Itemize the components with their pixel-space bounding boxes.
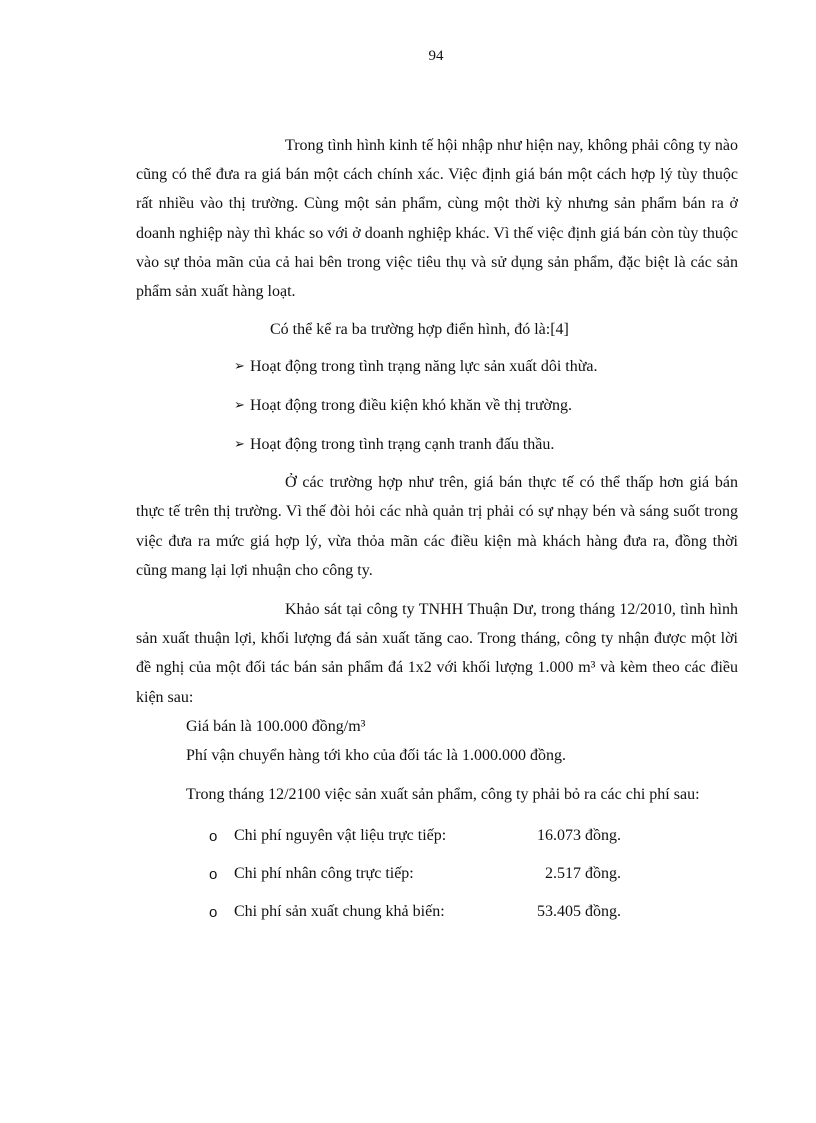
cost-item (136, 899, 738, 937)
arrow-bullet-icon: ➢ (234, 436, 245, 452)
paragraph-price: Giá bán là 100.000 đồng/m³ (186, 717, 366, 735)
arrow-bullet-icon: ➢ (234, 358, 245, 374)
paragraph-cases-lead: Có thể kể ra ba trường hợp điển hình, đó là:[4] (270, 321, 569, 339)
paragraph-survey: Khảo sát tại công ty TNHH Thuận Dư, trong tháng 12/2010, tình hình sản xuất thuận lợi, khối lượng đá sản xuất tăng cao. Trong tháng, công ty nhận được một lời đề nghị của một đối tác bán sản phẩm đá 1x2 với khối lượng 1.000 m³ và kèm theo các điều kiện sau: (136, 601, 738, 706)
paragraph-costs-lead: Trong tháng 12/2100 việc sản xuất sản phẩm, công ty phải bỏ ra các chi phí sau: (186, 785, 700, 803)
document-body (136, 131, 738, 937)
list-item (136, 351, 738, 381)
circle-bullet-icon: o (209, 904, 218, 922)
cost-amount: 16.073 đồng. (537, 827, 621, 845)
page-number: 94 (428, 48, 444, 64)
cost-label: Chi phí sản xuất chung khả biến: (234, 903, 445, 921)
paragraph-intro: Trong tình hình kinh tế hội nhập như hiện nay, không phải công ty nào cũng có thể đưa ra giá bán một cách chính xác. Việc định giá bán một cách hợp lý tùy thuộc rất nhiều vào thị trường. Cùng một sản phẩm, cùng một thời kỳ nhưng sản phẩm bán ra ở doanh nghiệp này thì khác so với ở doanh nghiệp khác. Vì thế việc định giá bán còn tùy thuộc vào sự thỏa mãn của cả hai bên trong việc tiêu thụ và sử dụng sản phẩm, đặc biệt là các sản phẩm sản xuất hàng loạt. (136, 137, 738, 301)
list-item-text: Hoạt động trong điều kiện khó khăn về thị trường. (250, 397, 572, 415)
paragraph-shipping: Phí vận chuyển hàng tới kho của đối tác là 1.000.000 đồng. (186, 746, 566, 764)
arrow-bullet-icon: ➢ (234, 397, 245, 413)
cost-item (136, 823, 738, 861)
list-item (136, 429, 738, 459)
cost-item (136, 861, 738, 899)
bullet-list (136, 351, 738, 459)
cost-label: Chi phí nguyên vật liệu trực tiếp: (234, 827, 447, 845)
circle-bullet-icon: o (209, 828, 218, 846)
cost-label: Chi phí nhân công trực tiếp: (234, 865, 414, 883)
paragraph-pricing: Ở các trường hợp như trên, giá bán thực tế có thể thấp hơn giá bán thực tế trên thị trường. Vì thế đòi hỏi các nhà quản trị phải có sự nhạy bén và sáng suốt trong việc đưa ra mức giá hợp lý, vừa thỏa mãn các điều kiện mà khách hàng đưa ra, đồng thời cũng mang lại lợi nhuận cho công ty. (136, 474, 738, 579)
circle-bullet-icon: o (209, 866, 218, 884)
cost-amount: 2.517 đồng. (545, 865, 621, 883)
list-item-text: Hoạt động trong tình trạng cạnh tranh đấu thầu. (250, 436, 555, 454)
list-item-text: Hoạt động trong tình trạng năng lực sản xuất dôi thừa. (250, 358, 598, 376)
cost-list (136, 823, 738, 937)
cost-amount: 53.405 đồng. (537, 903, 621, 921)
list-item (136, 390, 738, 420)
